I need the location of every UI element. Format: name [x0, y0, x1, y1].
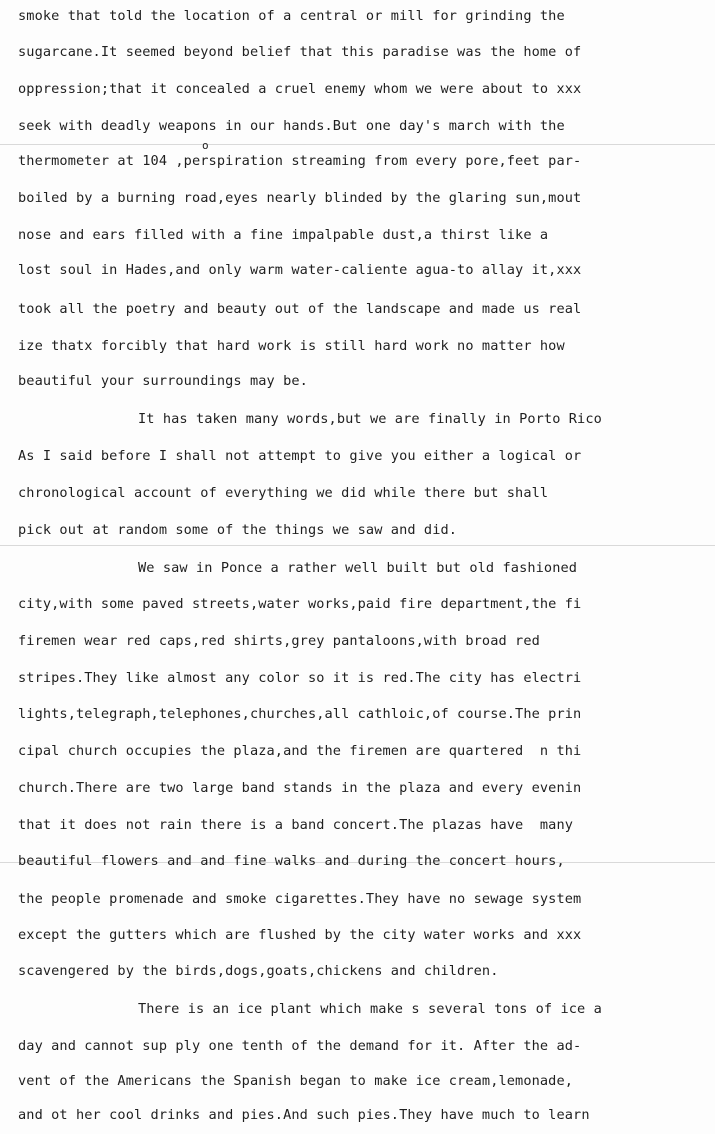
paragraph-first-line: We saw in Ponce a rather well built but old fashioned	[138, 560, 578, 576]
degree-mark: o	[202, 139, 209, 152]
text-line: As I said before I shall not attempt to give you either a logical or	[18, 448, 582, 464]
text-line: firemen wear red caps,red shirts,grey pantaloons,with broad red	[18, 633, 540, 649]
text-line: lights,telegraph,telephones,churches,all cathloic,of course.The prin	[18, 706, 582, 722]
text-line: the people promenade and smoke cigarettes.They have no sewage system	[18, 891, 582, 907]
text-line: sugarcane.It seemed beyond belief that this paradise was the home of	[18, 44, 582, 60]
text-line: took all the poetry and beauty out of the landscape and made us real	[18, 301, 582, 317]
text-line: vent of the Americans the Spanish began to make ice cream,lemonade,	[18, 1073, 574, 1089]
text-line: city,with some paved streets,water works,paid fire department,the fi	[18, 596, 582, 612]
text-line: except the gutters which are flushed by the city water works and xxx	[18, 927, 582, 943]
paper-crease	[0, 545, 715, 546]
text-line: and ot her cool drinks and pies.And such pies.They have much to learn	[18, 1107, 590, 1123]
text-line: thermometer at 104 ,perspiration streaming from every pore,feet par-	[18, 153, 582, 169]
text-line: smoke that told the location of a central or mill for grinding the	[18, 8, 565, 24]
text-line: oppression;that it concealed a cruel enemy whom we were about to xxx	[18, 81, 582, 97]
text-line: that it does not rain there is a band concert.The plazas have many	[18, 817, 574, 833]
text-line: ize thatx forcibly that hard work is still hard work no matter how	[18, 338, 565, 354]
text-line: beautiful your surroundings may be.	[18, 373, 308, 389]
text-line: church.There are two large band stands in the plaza and every evenin	[18, 780, 582, 796]
text-line: cipal church occupies the plaza,and the firemen are quartered n thi	[18, 743, 582, 759]
text-line: scavengered by the birds,dogs,goats,chickens and children.	[18, 963, 499, 979]
text-line: chronological account of everything we did while there but shall	[18, 485, 549, 501]
text-line: nose and ears filled with a fine impalpable dust,a thirst like a	[18, 227, 549, 243]
text-line: lost soul in Hades,and only warm water-caliente agua-to allay it,xxx	[18, 262, 582, 278]
text-line: stripes.They like almost any color so it is red.The city has electri	[18, 670, 582, 686]
text-line: day and cannot sup ply one tenth of the demand for it. After the ad-	[18, 1038, 582, 1054]
paper-crease	[0, 144, 715, 145]
text-line: seek with deadly weapons in our hands.But one day's march with the	[18, 118, 565, 134]
text-line: beautiful flowers and and fine walks and during the concert hours,	[18, 853, 565, 869]
paragraph-first-line: There is an ice plant which make s several tons of ice a	[138, 1001, 602, 1017]
paragraph-first-line: It has taken many words,but we are finally in Porto Rico	[138, 411, 602, 427]
text-line: pick out at random some of the things we saw and did.	[18, 522, 458, 538]
text-line: boiled by a burning road,eyes nearly blinded by the glaring sun,mout	[18, 190, 582, 206]
